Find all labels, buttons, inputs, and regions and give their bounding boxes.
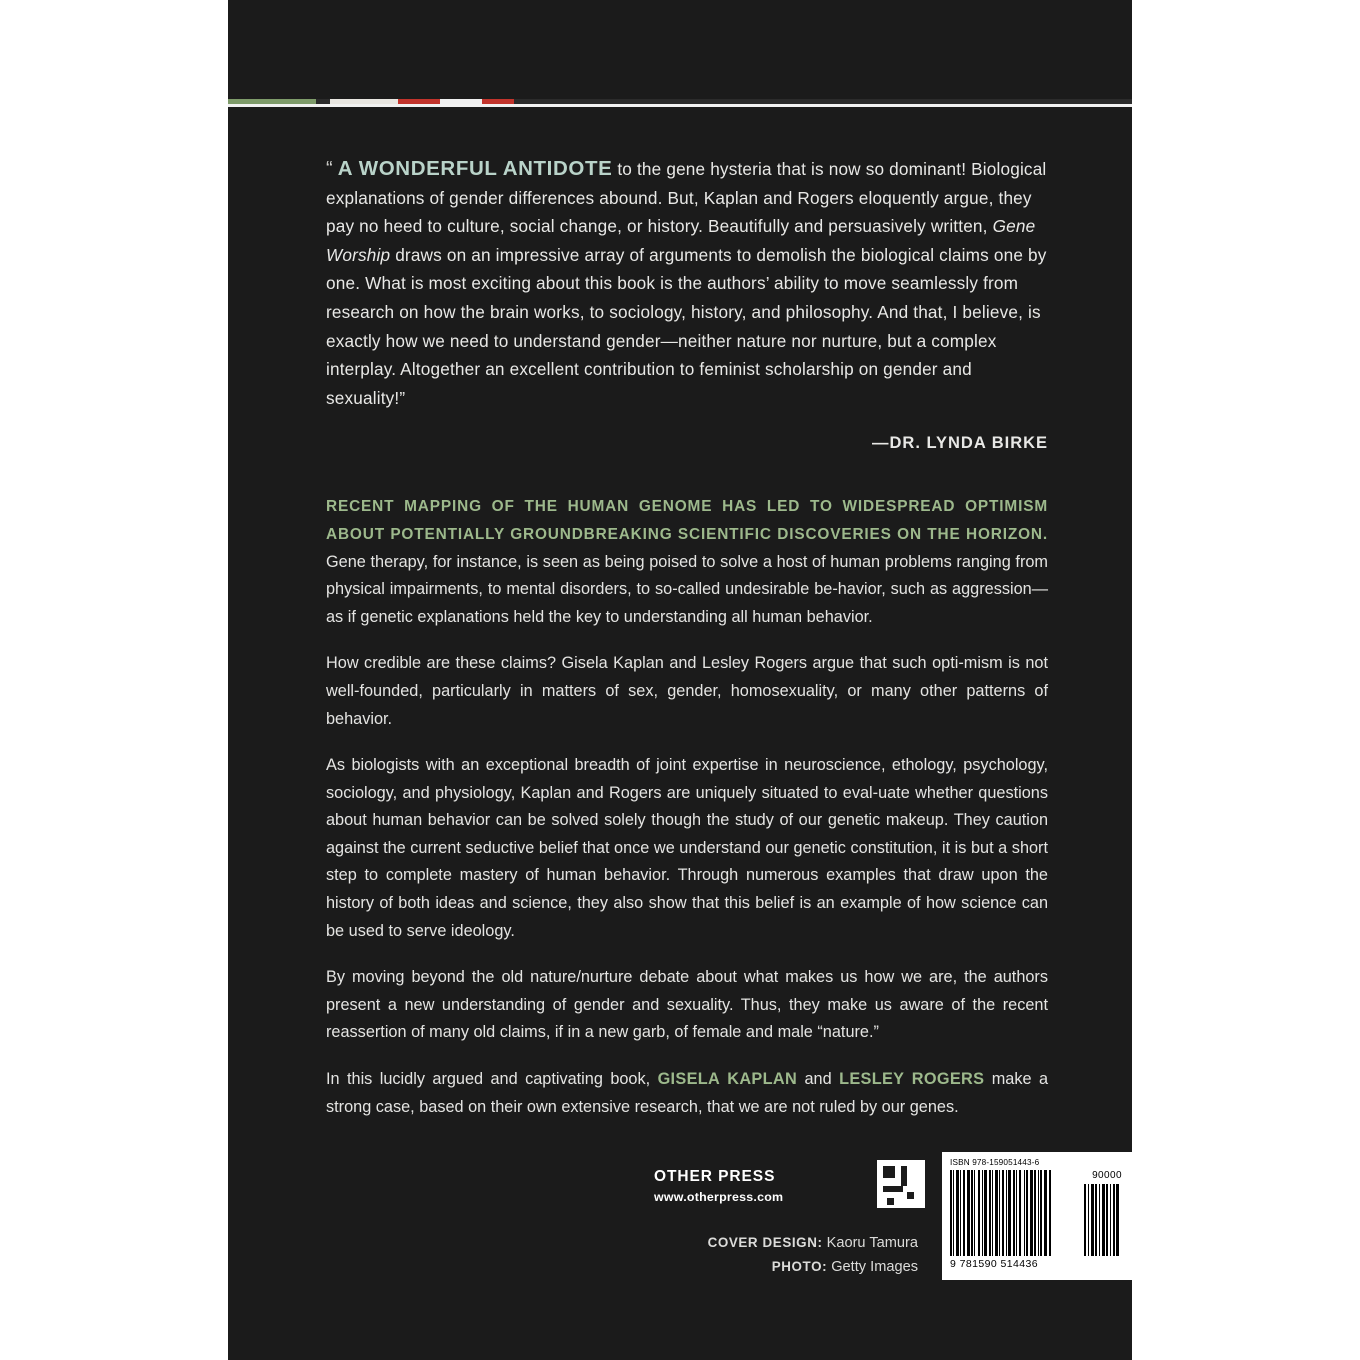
isbn-text: ISBN 978-159051443-6	[950, 1158, 1040, 1167]
author-name-kaplan: GISELA KAPLAN	[657, 1070, 798, 1089]
ean13-digits: 9 781590 514436	[950, 1258, 1039, 1270]
cover-design-value: Kaoru Tamura	[822, 1235, 918, 1251]
blurb-body-first: to the gene hysteria that is now so dominant! Biological explanations of gender differences abound. But, Kaplan and Rogers eloquently argue, they pay no heed to culture, social change, or history. Beautifully and persuasively written,	[326, 159, 1047, 237]
barcode-addon-digits: 90000	[1092, 1170, 1122, 1181]
author-name-rogers: LESLEY ROGERS	[839, 1070, 985, 1089]
publisher-info	[654, 1168, 783, 1204]
open-quote-mark: “	[326, 158, 333, 180]
description-paragraph-1-rest: Gene therapy, for instance, is seen as being poised to solve a host of human problems ranging from physical impairments, to mental disorders, to so-called undesirable be-havior, such as aggression—as if genetic explanations held the key to understanding all human behavior.	[326, 552, 1048, 626]
cover-footer	[326, 1155, 1122, 1315]
other-press-logo-icon	[877, 1160, 925, 1208]
barcode	[942, 1152, 1138, 1280]
book-back-cover	[228, 0, 1132, 1360]
description-paragraph-5-c: make a strong case, based on their own extensive research, that we are not ruled by our genes.	[326, 1070, 1049, 1116]
ean13-bars	[950, 1170, 1072, 1256]
review-blurb	[326, 155, 1048, 412]
photo-value: Getty Images	[827, 1259, 918, 1275]
cover-design-label: COVER DESIGN:	[707, 1235, 823, 1250]
blurb-attribution: —DR. LYNDA BIRKE	[872, 434, 1048, 453]
photo-label: PHOTO:	[771, 1259, 828, 1274]
description-paragraph-1	[326, 493, 1048, 631]
description-paragraph-5	[326, 1066, 1048, 1121]
photo-credit	[326, 1255, 918, 1279]
publisher-name: OTHER PRESS	[654, 1168, 776, 1185]
publisher-website[interactable]: www.otherpress.com	[654, 1190, 784, 1204]
description-lead-caps: RECENT MAPPING OF THE HUMAN GENOME HAS LED TO WIDESPREAD OPTIMISM ABOUT POTENTIALLY GROUNDBREAKING SCIENTIFIC DISCOVERIES ON THE HORIZON.	[326, 498, 1048, 543]
barcode-addon-bars	[1084, 1184, 1119, 1256]
blurb-lead-phrase: A WONDERFUL ANTIDOTE	[337, 157, 613, 180]
description-paragraph-5-b: and	[797, 1070, 840, 1089]
header-divider	[228, 104, 1132, 107]
cover-design-credit	[326, 1231, 918, 1255]
blurb-book-title: Gene Worship	[326, 216, 1036, 265]
credits-block	[326, 1231, 918, 1279]
description-paragraph-4: By moving beyond the old nature/nurture debate about what makes us how we are, the authors present a new understanding of gender and sexuality. Thus, they make us aware of the recent reassertion of many old claims, if in a new garb, of female and male “nature.”	[326, 968, 1048, 1042]
description-paragraph-3: As biologists with an exceptional breadth of joint expertise in neuroscience, ethology, psychology, sociology, and physiology, Kaplan and Rogers are uniquely situated to eval-uate whether questions about human behavior can be solved solely though the study of our genetic makeup. They caution against the current seductive belief that once we understand our genetic constitution, it is but a short step to complete mastery of human behavior. Through numerous examples that draw upon the history of both ideas and science, they also show that this belief is an example of how science can be used to serve ideology.	[326, 756, 1048, 940]
blurb-body-second: draws on an impressive array of arguments to demolish the biological claims one by one. What is most exciting about this book is the authors’ ability to move seamlessly from research on how the brain works, to sociology, history, and philosophy. And that, I believe, is exactly how we need to understand gender—neither nature nor nurture, but a complex interplay. Altogether an excellent contribution to feminist scholarship on gender and sexuality!”	[326, 244, 1047, 408]
cover-content	[326, 155, 1048, 1140]
description-block	[326, 493, 1048, 1121]
description-paragraph-5-a: In this lucidly argued and captivating book,	[326, 1070, 658, 1089]
description-paragraph-2: How credible are these claims? Gisela Kaplan and Lesley Rogers argue that such opti-mism is not well-founded, particularly in matters of sex, gender, homosexuality, or many other patterns of behavior.	[326, 654, 1048, 728]
barcode-addon	[1084, 1170, 1130, 1256]
